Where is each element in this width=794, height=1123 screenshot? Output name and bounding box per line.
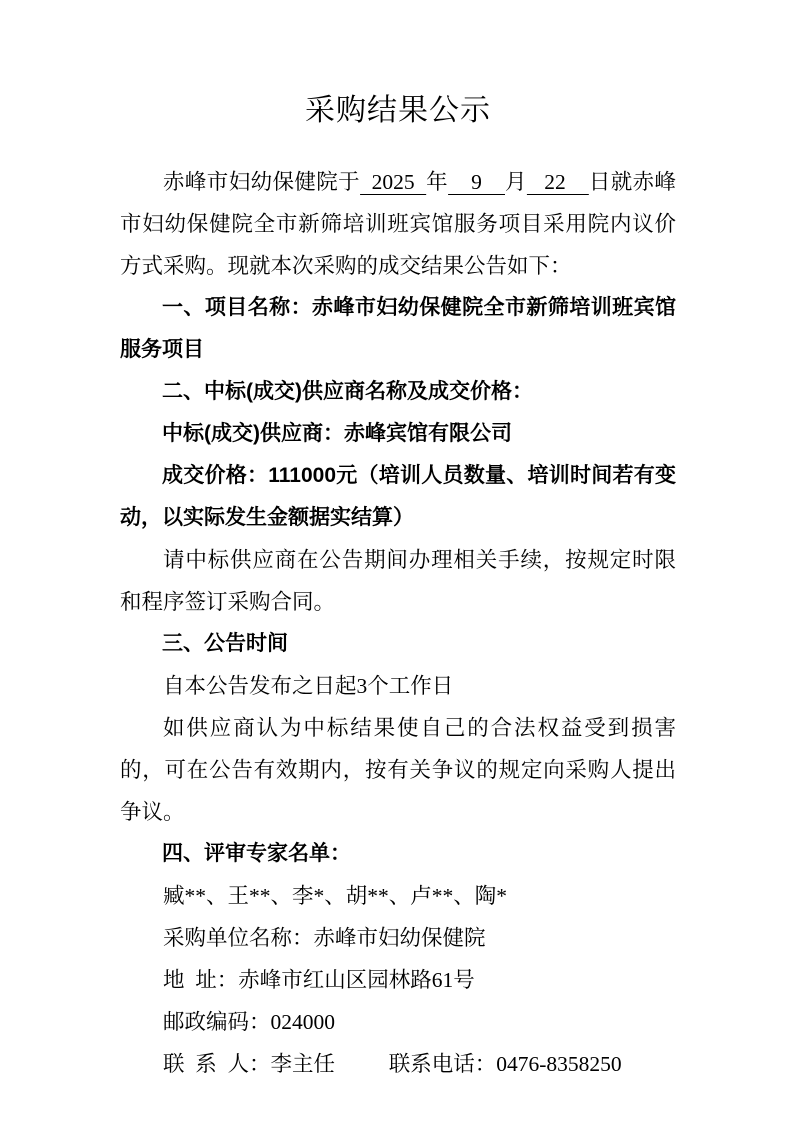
deal-price-line: 成交价格：111000元（培训人员数量、培训时间若有变动，以实际发生金额据实结算） [120,464,676,529]
purchaser-address-line: 地 址：赤峰市红山区园林路61号 [163,968,475,992]
section-four-experts-heading: 四、评审专家名单： [162,842,351,865]
contract-procedure-paragraph: 请中标供应商在公告期间办理相关手续，按规定时限和程序签订采购合同。 [120,548,676,614]
day-blank-value: 22 [526,170,589,194]
contact-line: 联 系 人：李主任 联系电话：0476-8358250 [163,1052,622,1076]
intro-text-tail: 日就赤峰市妇幼保健院全市新筛培训班宾馆服务项目采用院内议价方式采购。现就本次采购的成交结果公告如下： [120,170,677,278]
year-blank-value: 2025 [360,170,427,194]
document-body [120,161,676,1085]
announcement-period-line: 自本公告发布之日起3个工作日 [163,674,454,698]
month-blank-value: 9 [448,170,505,194]
intro-paragraph [120,161,676,287]
document-title: 采购结果公示 [305,94,491,127]
month-unit-label: 月 [505,170,527,194]
winning-supplier-line: 中标(成交)供应商：赤峰宾馆有限公司 [162,422,512,445]
purchaser-name-line: 采购单位名称：赤峰市妇幼保健院 [163,926,486,950]
section-two-supplier-price-heading: 二、中标(成交)供应商名称及成交价格： [162,380,533,403]
year-unit-label: 年 [426,170,449,194]
intro-text-lead: 赤峰市妇幼保健院于 [163,170,361,194]
experts-list: 臧**、王**、李*、胡**、卢**、陶* [163,884,508,908]
section-one-project-name: 一、项目名称：赤峰市妇幼保健院全市新筛培训班宾馆服务项目 [120,296,676,361]
postal-code-line: 邮政编码：024000 [163,1010,336,1034]
dispute-rights-paragraph: 如供应商认为中标结果使自己的合法权益受到损害的，可在公告有效期内，按有关争议的规定向采购人提出争议。 [120,716,676,824]
section-three-announcement-time-heading: 三、公告时间 [162,632,288,655]
